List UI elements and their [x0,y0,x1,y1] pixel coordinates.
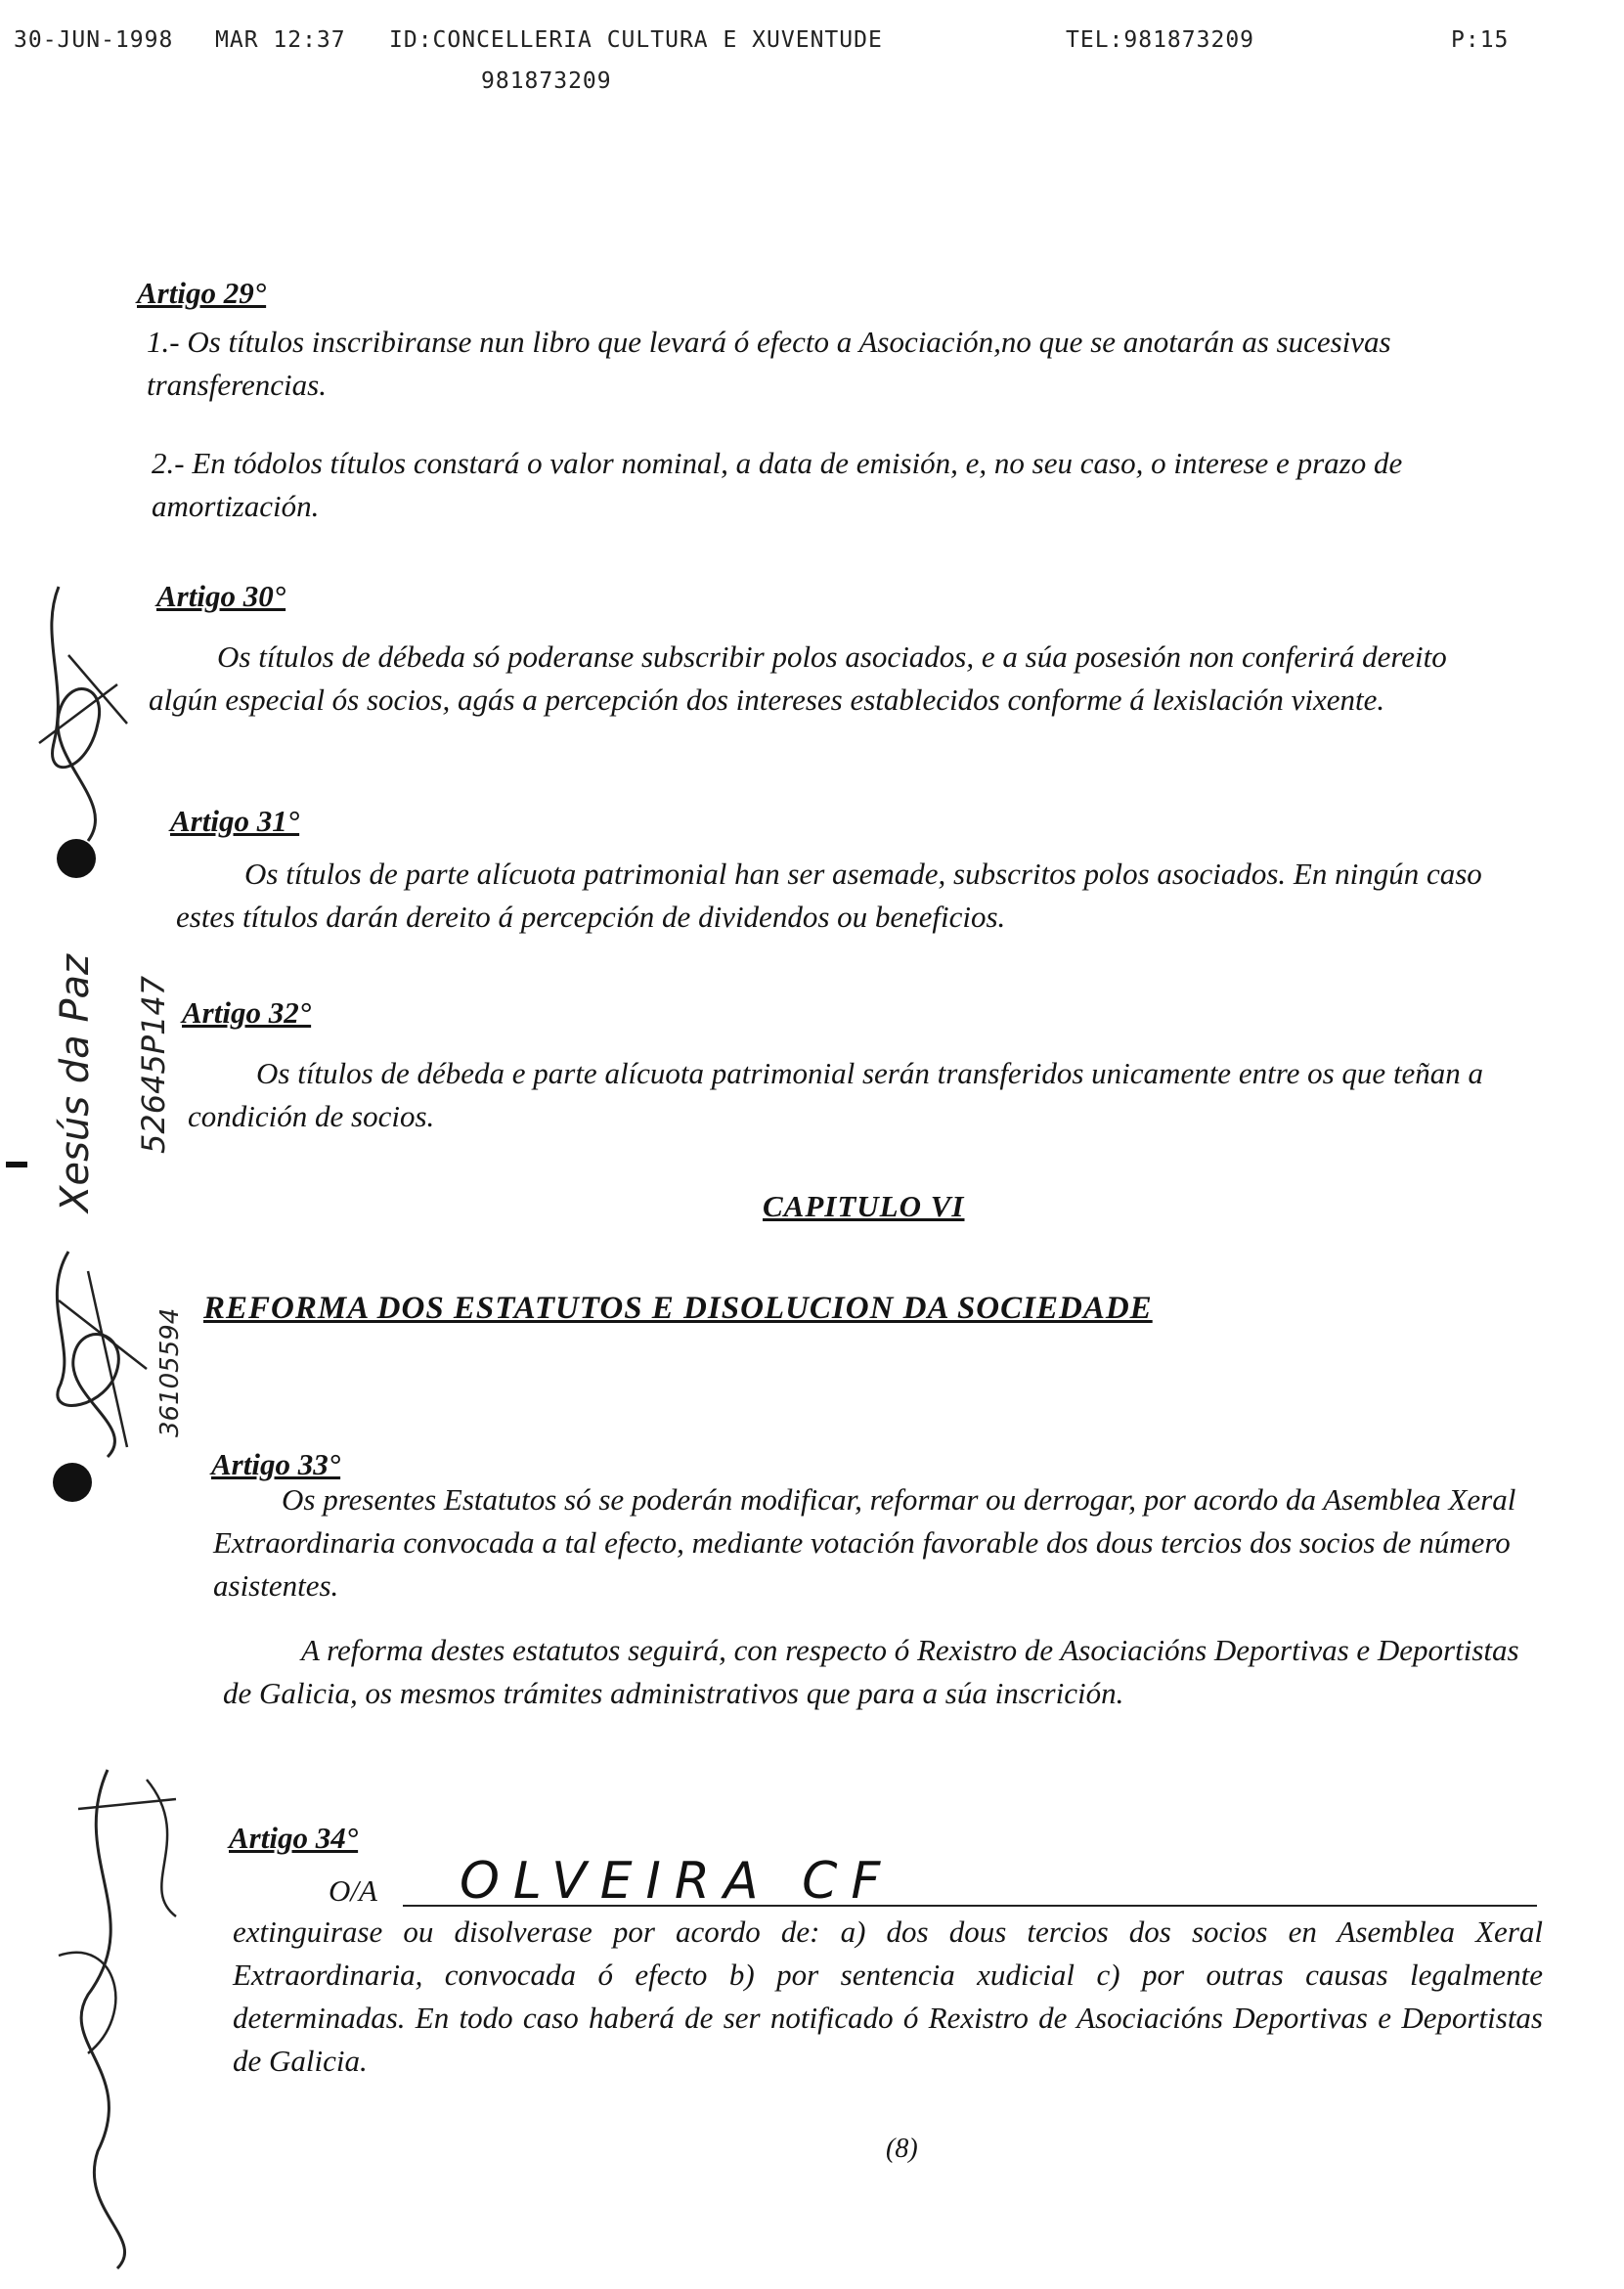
stamp-name: Xesús da Paz [53,953,98,1212]
fax-page: P:15 [1451,27,1510,53]
punch-hole-lower [53,1463,92,1502]
article-31-heading: Artigo 31° [170,804,300,838]
stamp-code: 52645P147 [135,975,172,1154]
article-32-paragraph: Os títulos de débeda e parte alícuota patrimonial serán transferidos unicamente entre os que teñan a condición de socios. [188,1056,1484,1133]
article-34-prefix: O/A [329,1873,377,1908]
signature-middle [57,1252,118,1457]
edge-mark [6,1162,27,1167]
stamp-number: 36105594 [155,1307,185,1437]
article-29-paragraph-1: 1.- Os títulos inscribiranse nun libro que levará ó efecto a Asociación,no que se anotarán as sucesivas transferencias. [147,325,1391,402]
fax-id: ID:CONCELLERIA CULTURA E XUVENTUDE [389,27,883,53]
fax-number: 981873209 [481,68,612,94]
punch-hole-upper [57,839,96,878]
fax-tel: TEL:981873209 [1066,27,1255,53]
article-33-heading: Artigo 33° [211,1447,341,1481]
signature-bottom-strokes [59,1780,176,2053]
signature-upper [52,587,100,841]
handwritten-name: OLVEIRA CF [460,1852,895,1911]
article-34-paragraph: extinguirase ou disolverase por acordo de: a) dos dous tercios dos socios en Asemblea Xeral Extraordinaria, convocada ó efecto b) por sentencia xudicial c) por outras causas legalmente determinadas. En todo caso haberá de ser notificado ó Rexistro de Asociacións Deportivas e Deportistas de Galicia. [233,1915,1543,2078]
article-29-heading: Artigo 29° [137,276,267,310]
signature-bottom [81,1770,124,2268]
article-29-paragraph-2: 2.- En tódolos títulos constará o valor nominal, a data de emisión, e, no seu caso, o interese e prazo de amortización. [152,446,1403,523]
article-30-heading: Artigo 30° [156,579,286,613]
chapter-title: REFORMA DOS ESTATUTOS E DISOLUCION DA SOCIEDADE [203,1291,1153,1326]
signature-upper-strokes [39,655,127,743]
article-33-paragraph-2: A reforma destes estatutos seguirá, con respecto ó Rexistro de Asociacións Deportivas e Deportistas de Galicia, os mesmos trámites administrativos que para a súa inscrición. [223,1633,1519,1710]
margin-signatures [0,0,254,2289]
article-31-paragraph: Os títulos de parte alícuota patrimonial han ser asemade, subscritos polos asociados. En ningún caso estes títulos darán dereito á percepción de dividendos ou beneficios. [176,857,1482,934]
page-number: (8) [886,2134,918,2164]
article-33-paragraph-1: Os presentes Estatutos só se poderán modificar, reformar ou derrogar, por acordo da Asemblea Xeral Extraordinaria convocada a tal efecto, mediante votación favorable dos dous tercios dos socios de número asistentes. [213,1482,1516,1603]
article-30-paragraph: Os títulos de débeda só poderanse subscribir polos asociados, e a súa posesión non conferirá dereito algún especial ós socios, agás a percepción dos intereses establecidos conforme á lexislación vixente. [149,639,1447,717]
fax-date: 30-JUN-1998 [14,27,174,53]
article-34-heading: Artigo 34° [229,1821,359,1855]
fax-time: MAR 12:37 [215,27,346,53]
chapter-label: CAPITULO VI [763,1189,965,1223]
article-32-heading: Artigo 32° [182,995,312,1030]
